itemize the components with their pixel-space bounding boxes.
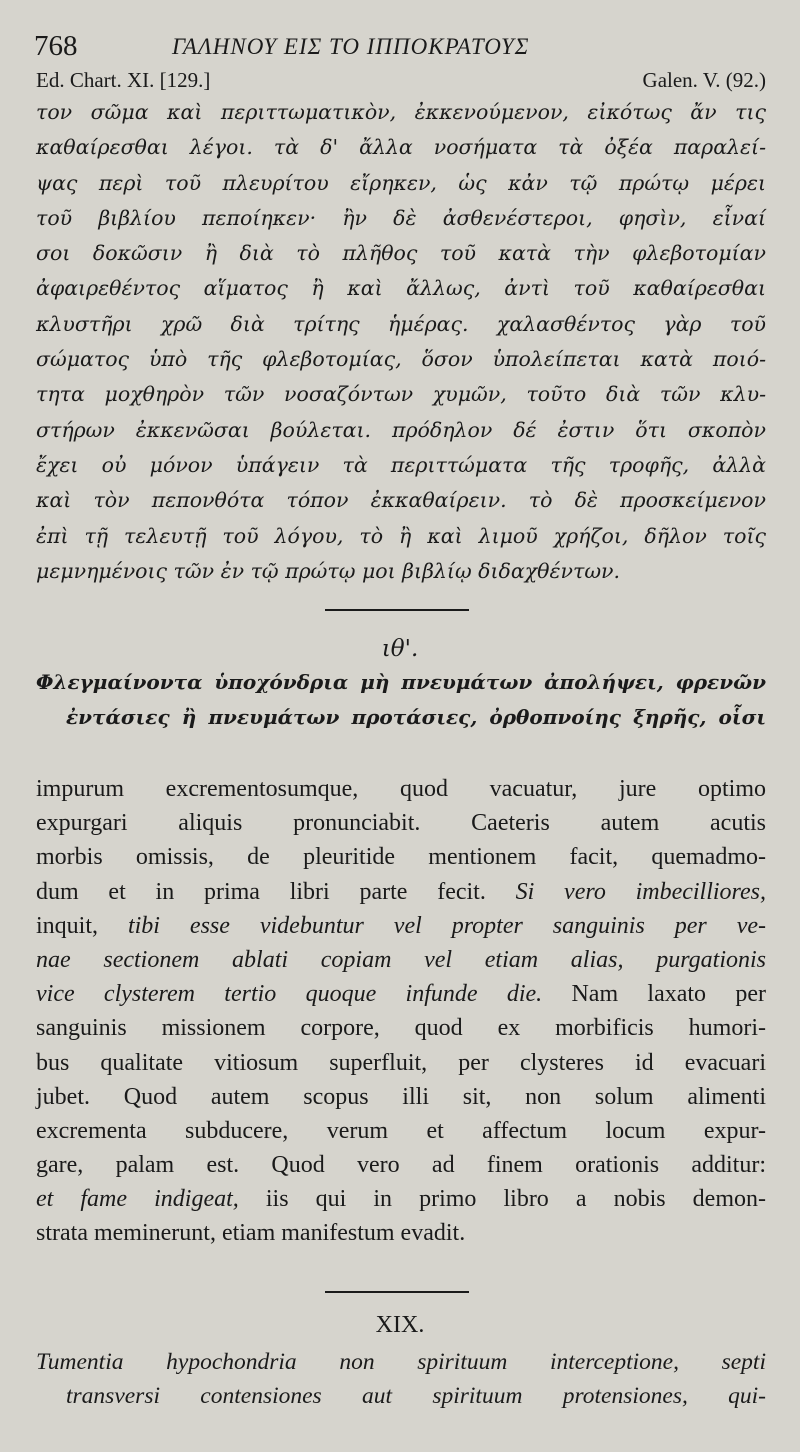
- latin-aphorism-line: Tumentia hypochondria non spirituum interceptione, septi: [36, 1349, 766, 1375]
- latin-line: [36, 1046, 766, 1080]
- greek-aphorism: [36, 665, 766, 736]
- page-number: 768: [34, 30, 78, 62]
- latin-italic-run: tibi esse videbuntur vel propter sanguinis per ve-: [127, 912, 766, 939]
- latin-line: [36, 977, 766, 1011]
- latin-line: [36, 909, 766, 943]
- greek-aphorism-line: ἐντάσιες ἢ πνευμάτων προτάσιες, ὀρθοπνοίης ξηρῆς, οἷσι: [66, 705, 766, 730]
- latin-translation: [36, 772, 766, 1251]
- latin-italic-run: et fame indigeat,: [36, 1186, 239, 1213]
- latin-line: [36, 1182, 766, 1216]
- latin-text-run: dum et in prima libri parte fecit.: [36, 878, 516, 905]
- greek-line: ἔχει οὐ μόνον ὑπάγειν τὰ περιττώματα τῆς τροφῆς, ἀλλὰ: [36, 452, 766, 477]
- latin-line: [36, 943, 766, 977]
- latin-text-run: jubet. Quod autem scopus illi sit, non solum alimenti: [36, 1083, 766, 1110]
- greek-line: σοι δοκῶσιν ἢ διὰ τὸ πλῆθος τοῦ κατὰ τὴν φλεβοτομίαν: [36, 241, 766, 266]
- latin-text-run: expurgari aliquis pronunciabit. Caeteris autem acutis: [36, 810, 766, 837]
- latin-italic-run: Si vero imbecilliores,: [515, 878, 767, 905]
- latin-line: [36, 840, 766, 874]
- greek-line: τον σῶμα καὶ περιττωματικὸν, ἐκκενούμενον, εἰκότως ἄν τις: [36, 100, 766, 124]
- latin-text-run: gare, palam est. Quod vero ad finem orationis additur:: [36, 1152, 766, 1179]
- latin-line: [36, 1216, 766, 1250]
- greek-aphorism-line: Φλεγμαίνοντα ὑποχόνδρια μὴ πνευμάτων ἀπολήψει, φρενῶν: [36, 670, 766, 694]
- edition-right: Galen. V. (92.): [642, 68, 766, 92]
- latin-text-run: impurum excrementosumque, quod vacuatur, jure optimo: [36, 776, 766, 802]
- greek-line: ἐπὶ τῇ τελευτῇ τοῦ λόγου, τὸ ἢ καὶ λιμοῦ χρήζοι, δῆλον τοῖς: [36, 523, 766, 548]
- running-head: [34, 30, 764, 70]
- latin-line: [36, 1148, 766, 1182]
- latin-line: [36, 1080, 766, 1114]
- greek-line: στήρων ἐκκενῶσαι βούλεται. πρόδηλον δέ ἐστιν ὅτι σκοπὸν: [36, 417, 766, 442]
- latin-aphorism-line: transversi contensiones aut spirituum protensiones, qui-: [66, 1383, 766, 1410]
- latin-text-run: bus qualitate vitiosum superfluit, per clysteres id evacuari: [36, 1049, 766, 1076]
- greek-commentary: [36, 95, 766, 589]
- latin-text-run: strata meminerunt, etiam manifestum evadit.: [36, 1220, 466, 1247]
- latin-italic-run: nae sectionem ablati copiam vel etiam alias, purgationis: [36, 946, 766, 973]
- latin-italic-run: vice clysterem tertio quoque infunde die.: [36, 981, 543, 1008]
- latin-aphorism: [36, 1345, 766, 1413]
- latin-text-run: inquit,: [36, 912, 128, 939]
- latin-line: [36, 806, 766, 840]
- latin-line: [36, 1011, 766, 1045]
- latin-text-run: excrementa subducere, verum et affectum locum expur-: [36, 1117, 766, 1144]
- edition-left: Ed. Chart. XI. [129.]: [36, 68, 211, 92]
- greek-line: τητα μοχθηρὸν τῶν νοσαζόντων χυμῶν, τοῦτο διὰ τῶν κλυ-: [36, 382, 766, 407]
- greek-line: κλυστῆρι χρῶ διὰ τρίτης ἡμέρας. χαλασθέντος γὰρ τοῦ: [36, 311, 766, 336]
- latin-section-number: XIX.: [375, 1312, 425, 1338]
- latin-text-run: Nam laxato per: [542, 981, 766, 1008]
- latin-line: [36, 1114, 766, 1148]
- greek-line: καθαίρεσθαι λέγοι. τὰ δ' ἄλλα νοσήματα τὰ ὀξέα παραλεί-: [36, 135, 766, 160]
- greek-line: τοῦ βιβλίου πεποίηκεν· ἢν δὲ ἀσθενέστεροι, φησὶν, εἶναί: [36, 205, 766, 230]
- greek-line: μεμνημένοις τῶν ἐν τῷ πρώτῳ μοι βιβλίῳ διδαχθέντων.: [36, 558, 621, 583]
- edition-reference-line: [36, 68, 766, 96]
- section-divider: [325, 1291, 469, 1293]
- greek-line: καὶ τὸν πεπονθότα τόπον ἐκκαθαίρειν. τὸ δὲ προσκείμενον: [36, 488, 766, 513]
- latin-line: [36, 772, 766, 806]
- greek-line: ψας περὶ τοῦ πλευρίτου εἴρηκεν, ὡς κἀν τῷ πρώτῳ μέρει: [36, 170, 766, 195]
- greek-line: ἀφαιρεθέντος αἵματος ἢ καὶ ἄλλως, ἀντὶ τοῦ καθαίρεσθαι: [36, 276, 766, 301]
- running-title: ΓΑΛΗΝΟΥ ΕΙΣ ΤΟ ΙΠΠΟΚΡΑΤΟΥΣ: [172, 34, 530, 59]
- greek-line: σώματος ὑπὸ τῆς φλεβοτομίας, ὅσον ὑπολείπεται κατὰ ποιό-: [36, 347, 766, 372]
- latin-text-run: iis qui in primo libro a nobis demon-: [238, 1186, 766, 1213]
- greek-section-number: ιθ'.: [381, 636, 419, 662]
- latin-text-run: sanguinis missionem corpore, quod ex morbificis humori-: [36, 1015, 766, 1042]
- latin-line: [36, 875, 766, 909]
- section-divider: [325, 609, 469, 611]
- latin-text-run: morbis omissis, de pleuritide mentionem facit, quemadmo-: [36, 844, 766, 871]
